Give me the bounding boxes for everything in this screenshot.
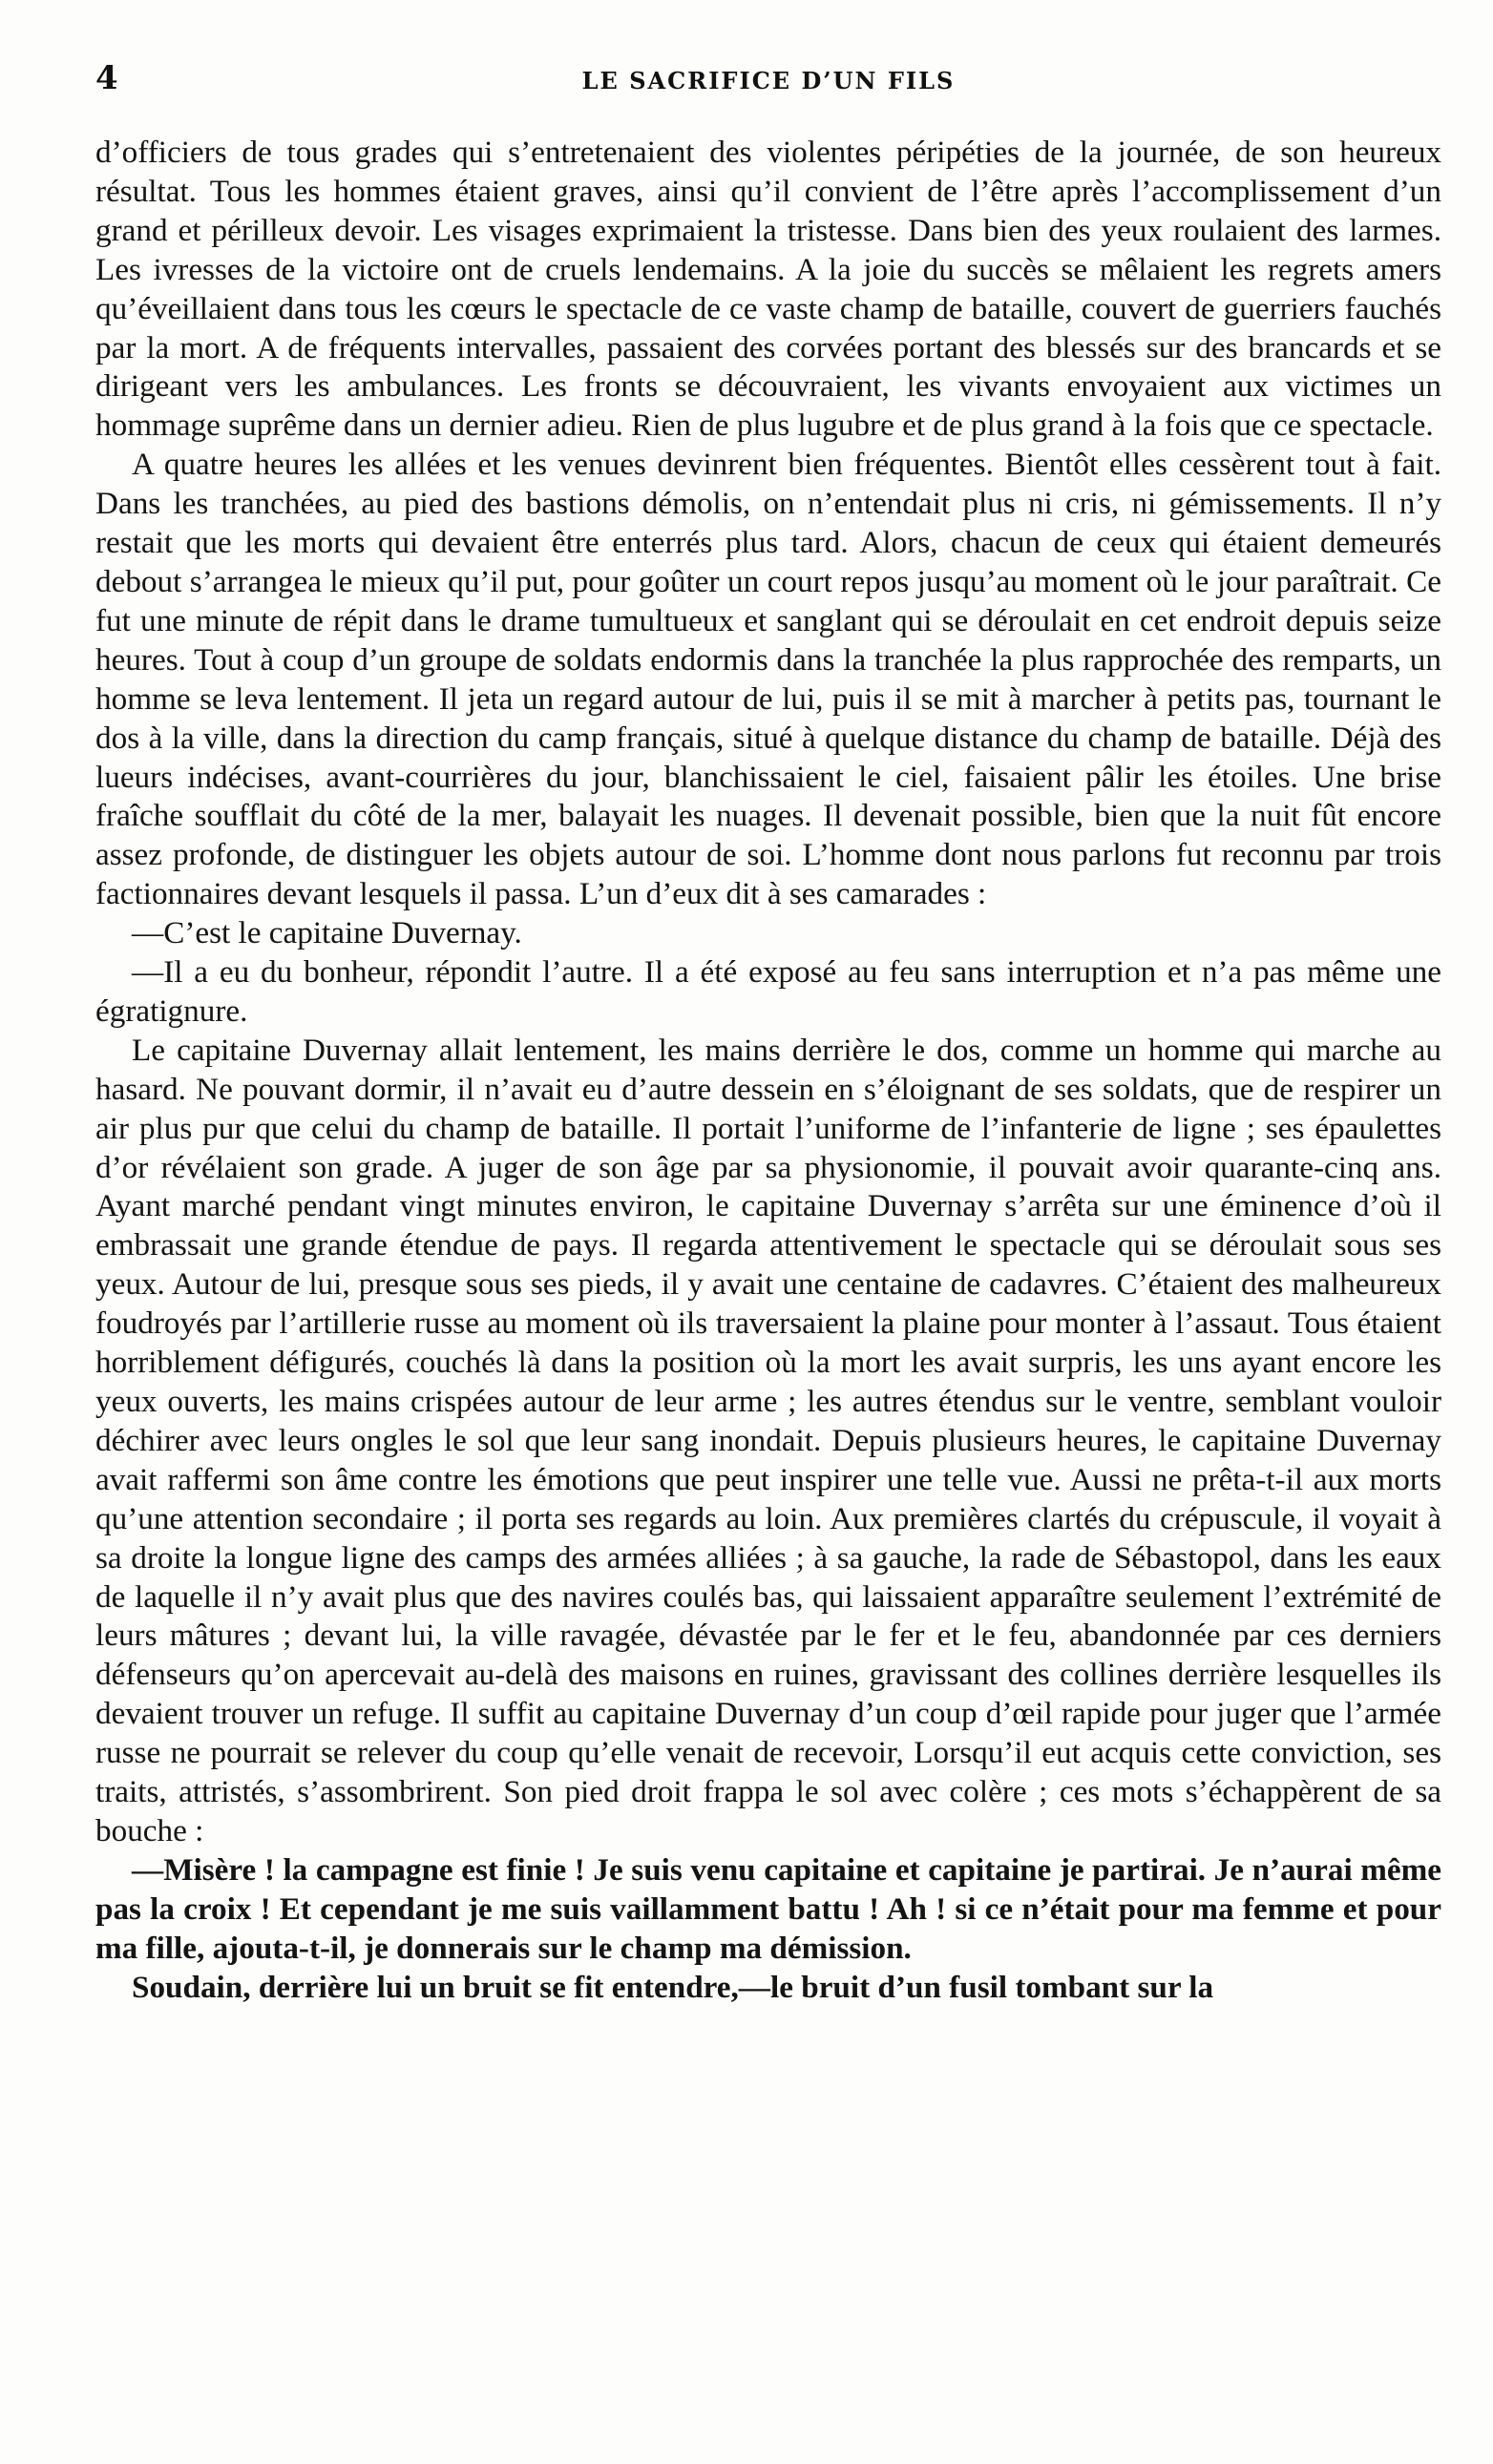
body-text <box>95 134 1441 2008</box>
paragraph: Le capitaine Duvernay allait lentement, les mains derrière le dos, comme un homme qui marche au hasard. Ne pouvant dormir, il n’avait eu d’autre dessein en s’éloignant de ses soldats, que de respirer un air plus pur que celui du champ de bataille. Il portait l’uniforme de l’infanterie de ligne ; ses épaulettes d’or révélaient son grade. A juger de son âge par sa physionomie, il pouvait avoir quarante-cinq ans. Ayant marché pendant vingt minutes environ, le capitaine Duvernay s’arrêta sur une éminence d’où il embrassait une grande étendue de pays. Il regarda attentivement le spectacle qui se déroulait sous ses yeux. Autour de lui, presque sous ses pieds, il y avait une centaine de cadavres. C’étaient des malheureux foudroyés par l’artillerie russe au moment où ils traversaient la plaine pour monter à l’assaut. Tous étaient horriblement défigurés, couchés là dans la position où la mort les avait surpris, les uns ayant encore les yeux ouverts, les mains crispées autour de leur arme ; les autres étendus sur le ventre, semblant vouloir déchirer avec leurs ongles le sol que leur sang inondait. Depuis plusieurs heures, le capitaine Duvernay avait raffermi son âme contre les émotions que peut inspirer une telle vue. Aussi ne prêta-t-il aux morts qu’une attention secondaire ; il porta ses regards au loin. Aux premières clartés du crépuscule, il voyait à sa droite la longue ligne des camps des armées alliées ; à sa gauche, la rade de Sébastopol, dans les eaux de laquelle il n’y avait plus que des navires coulés bas, qui laissaient apparaître seulement l’extrémité de leurs mâtures ; devant lui, la ville ravagée, dévastée par le fer et le feu, abandonnée par ces derniers défenseurs qu’on apercevait au-delà des maisons en ruines, gravissant des collines derrière lesquelles ils devaient trouver un refuge. Il suffit au capitaine Duvernay d’un coup d’œil rapide pour juger que l’armée russe ne pourrait se relever du coup qu’elle venait de recevoir, Lorsqu’il eut acquis cette conviction, ses traits, attristés, s’assombrirent. Son pied droit frappa le sol avec colère ; ces mots s’échappèrent de sa bouche : <box>95 1032 1441 1848</box>
dialogue-line: —Misère ! la campagne est finie ! Je suis venu capitaine et capitaine je partirai. Je n’aurai même pas la croix ! Et cependant je me suis vaillamment battu ! Ah ! si ce n’était pour ma femme et pour ma fille, ajouta-t-il, je donnerais sur le champ ma démission. <box>95 1851 1441 1966</box>
paragraph: Soudain, derrière lui un bruit se fit entendre,—le bruit d’un fusil tombant sur la <box>132 1969 1214 2005</box>
page-number: 4 <box>95 59 118 97</box>
running-title: LE SACRIFICE D’UN FILS <box>581 67 956 94</box>
dialogue-line: —C’est le capitaine Duvernay. <box>132 915 522 951</box>
paragraph: d’officiers de tous grades qui s’entretenaient des violentes péripéties de la journée, de son heureux résultat. Tous les hommes étaient graves, ainsi qu’il convient de l’être après l’accomplissement d’un grand et périlleux devoir. Les visages exprimaient la tristesse. Dans bien des yeux roulaient des larmes. Les ivresses de la victoire ont de cruels lendemains. A la joie du succès se mêlaient les regrets amers qu’éveillaient dans tous les cœurs le spectacle de ce vaste champ de bataille, couvert de guerriers fauchés par la mort. A de fréquents intervalles, passaient des corvées portant des blessés sur des brancards et se dirigeant vers les ambulances. Les fronts se découvraient, les vivants envoyaient aux victimes un hommage suprême dans un dernier adieu. Rien de plus lugubre et de plus grand à la fois que ce spectacle. <box>95 135 1441 444</box>
paragraph: A quatre heures les allées et les venues devinrent bien fréquentes. Bientôt elles cessèrent tout à fait. Dans les tranchées, au pied des bastions démolis, on n’entendait plus ni cris, ni gémissements. Il n’y restait que les morts qui devaient être enterrés plus tard. Alors, chacun de ceux qui étaient demeurés debout s’arrangea le mieux qu’il put, pour goûter un court repos jusqu’au moment où le jour paraîtrait. Ce fut une minute de répit dans le drame tumultueux et sanglant qui se déroulait en cet endroit depuis seize heures. Tout à coup d’un groupe de soldats endormis dans la tranchée la plus rapprochée des remparts, un homme se leva lentement. Il jeta un regard autour de lui, puis il se mit à marcher à petits pas, tournant le dos à la ville, dans la direction du camp français, situé à quelque distance du champ de bataille. Déjà des lueurs indécises, avant-courrières du jour, blanchissaient le ciel, faisaient pâlir les étoiles. Une brise fraîche soufflait du côté de la mer, balayait les nuages. Il devenait possible, bien que la nuit fût encore assez profonde, de distinguer les objets autour de soi. L’homme dont nous parlons fut reconnu par trois factionnaires devant lesquels il passa. L’un d’eux dit à ses camarades : <box>95 447 1441 912</box>
dialogue-line: —Il a eu du bonheur, répondit l’autre. Il a été exposé au feu sans interruption et n’a pas même une égratignure. <box>95 954 1441 1029</box>
page-header <box>95 59 1441 97</box>
